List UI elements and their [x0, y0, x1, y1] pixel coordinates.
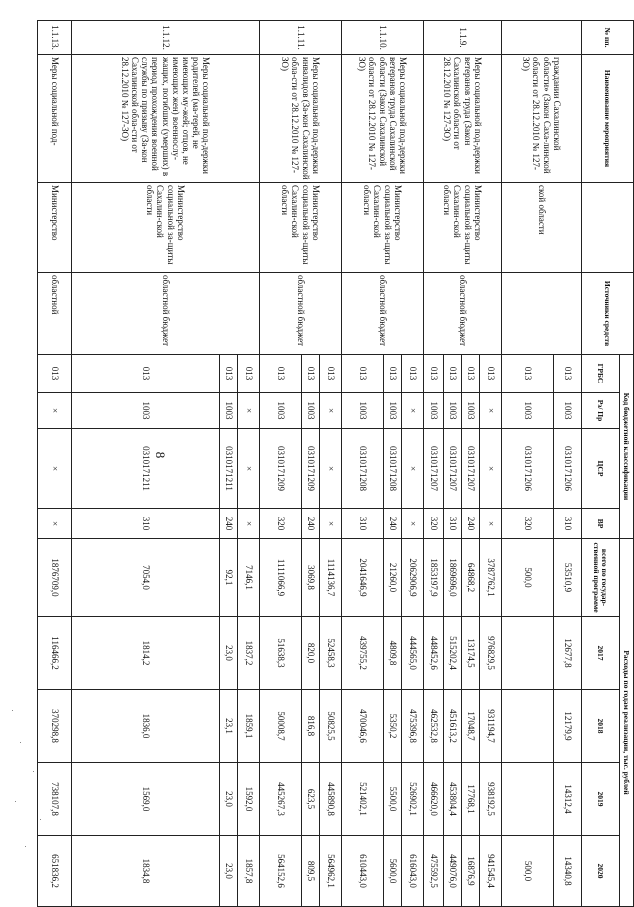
cell-2019: 445267,3: [260, 763, 302, 836]
cell-csr: 0310171211: [72, 429, 220, 509]
cell-total: 7146,1: [238, 539, 260, 617]
cell-grbs: 013: [220, 355, 238, 393]
cell-total: 92,1: [220, 539, 238, 617]
cell-grbs: 013: [260, 355, 302, 393]
cell-rzpr: ×: [238, 393, 260, 429]
cell-csr: 0310171207: [444, 429, 462, 509]
cell-2020: 1834,8: [72, 836, 220, 907]
cell-2019: [502, 763, 554, 836]
header-vr: ВР: [582, 509, 620, 539]
cell-total: 3787762,1: [480, 539, 502, 617]
cell-grbs: 013: [502, 355, 554, 393]
row-executor: ской области: [502, 183, 582, 273]
cell-grbs: 013: [72, 355, 220, 393]
row-source: областной бюджет: [72, 273, 260, 355]
cell-2020: 809,5: [302, 836, 320, 907]
cell-2020: 564152,6: [260, 836, 302, 907]
cell-csr: 0310171209: [302, 429, 320, 509]
cell-2020: 14340,8: [554, 836, 582, 907]
cell-2020: 1857,8: [238, 836, 260, 907]
cell-vr: ×: [238, 509, 260, 539]
cell-rzpr: ×: [480, 393, 502, 429]
header-name: Наименование мероприятия: [582, 55, 634, 183]
page-number: 8: [153, 451, 168, 459]
cell-vr: 310: [72, 509, 220, 539]
row-number: 1.1.9.: [424, 21, 502, 55]
cell-total: 1114136,7: [320, 539, 342, 617]
row-name: Меры социальной под-держки родителей (ма-терей, не имеющих му-жей; отцов, не имеющих жен) военнослу-жащих, погибших (умерших) в период прохождения военной службы по призыву (За-кон Сахалинской обла-сти от 28.12.2010 № 127-ЗО): [72, 55, 260, 183]
row-executor: Министерство социальной за-щиты Сахалин-ской области: [72, 183, 260, 273]
cell-total: 7054,0: [72, 539, 220, 617]
cell-grbs: 013: [444, 355, 462, 393]
row-number: [502, 21, 582, 55]
cell-2018: 475396,8: [402, 690, 424, 763]
cell-2017: 515202,4: [444, 617, 462, 690]
cell-2019: 466620,0: [424, 763, 444, 836]
cell-2017: 51638,3: [260, 617, 302, 690]
cell-2017: 439755,2: [342, 617, 384, 690]
table-row: [38, 21, 72, 907]
cell-2018: 1859,1: [238, 690, 260, 763]
cell-2018: 50825,5: [320, 690, 342, 763]
cell-rzpr: 1003: [302, 393, 320, 429]
table-body: [38, 21, 582, 907]
header-grbs: ГРБС: [582, 355, 620, 393]
row-executor: Министерство: [38, 183, 72, 273]
cell-2018: 23,1: [220, 690, 238, 763]
cell-vr: ×: [480, 509, 502, 539]
cell-vr: ×: [38, 509, 72, 539]
cell-2018: 451613,2: [444, 690, 462, 763]
cell-grbs: 013: [480, 355, 502, 393]
cell-total: 1111066,9: [260, 539, 302, 617]
cell-2018: [502, 690, 554, 763]
cell-rzpr: 1003: [424, 393, 444, 429]
cell-csr: 0310171207: [424, 429, 444, 509]
cell-2017: 52458,3: [320, 617, 342, 690]
cell-vr: 240: [220, 509, 238, 539]
cell-2020: 5600,0: [384, 836, 402, 907]
cell-2020: 610443,0: [342, 836, 384, 907]
cell-vr: 310: [554, 509, 582, 539]
cell-vr: 240: [384, 509, 402, 539]
cell-total: 2041646,9: [342, 539, 384, 617]
cell-rzpr: 1003: [444, 393, 462, 429]
row-executor: Министерство социальной за-щиты Сахалин-ской области: [424, 183, 502, 273]
scan-speck: [20, 742, 21, 743]
header-csr: ЦСР: [582, 429, 620, 509]
header-year-2018: 2018: [582, 690, 620, 763]
row-name: граждании Сахалинской области» (Закон Саха-линской области от 28.12.2010 № 127-ЗО): [502, 55, 582, 183]
cell-total: 500,0: [502, 539, 554, 617]
cell-2019: 521402,1: [342, 763, 384, 836]
cell-rzpr: 1003: [554, 393, 582, 429]
cell-2019: 23,0: [220, 763, 238, 836]
cell-2017: [502, 617, 554, 690]
cell-total: 3069,8: [302, 539, 320, 617]
cell-2019: 623,5: [302, 763, 320, 836]
cell-csr: 0310171209: [260, 429, 302, 509]
cell-2020: 616043,0: [402, 836, 424, 907]
cell-vr: 240: [462, 509, 480, 539]
cell-csr: ×: [480, 429, 502, 509]
cell-2018: 931194,7: [480, 690, 502, 763]
cell-grbs: 013: [302, 355, 320, 393]
cell-total: 21260,0: [384, 539, 402, 617]
cell-total: 1869696,0: [444, 539, 462, 617]
row-executor: Министерство социальной за-щиты Сахалин-ской области: [260, 183, 342, 273]
cell-2019: 526902,1: [402, 763, 424, 836]
scan-speck: [33, 771, 34, 772]
table-row: [320, 21, 342, 907]
cell-2018: 470046,6: [342, 690, 384, 763]
cell-2019: 938192,5: [480, 763, 502, 836]
table-row: [554, 21, 582, 907]
header-total: всего по государ-ственной программе: [582, 539, 620, 617]
cell-csr: 0310171208: [384, 429, 402, 509]
cell-vr: 320: [424, 509, 444, 539]
row-source: областной: [38, 273, 72, 355]
cell-grbs: 013: [38, 355, 72, 393]
cell-csr: 0310171206: [554, 429, 582, 509]
row-name: Меры социальной под-держки ветеранов труда (Закон Сахалинской области от 28.12.2010 № 127-ЗО): [424, 55, 502, 183]
row-executor: Министерство социальной за-щиты Сахалин-ской области: [342, 183, 424, 273]
cell-2017: 116466,2: [38, 617, 72, 690]
cell-2018: 17048,7: [462, 690, 480, 763]
cell-rzpr: ×: [402, 393, 424, 429]
cell-total: 53510,9: [554, 539, 582, 617]
cell-vr: 240: [302, 509, 320, 539]
cell-rzpr: 1003: [220, 393, 238, 429]
cell-grbs: 013: [238, 355, 260, 393]
cell-total: 1853197,9: [424, 539, 444, 617]
cell-total: 1876709,0: [38, 539, 72, 617]
cell-2017: 4809,8: [384, 617, 402, 690]
cell-vr: ×: [320, 509, 342, 539]
header-year-2020: 2020: [582, 836, 620, 907]
cell-csr: 0310171211: [220, 429, 238, 509]
header-source: Источники средств: [582, 273, 634, 355]
scan-speck: [15, 801, 16, 802]
cell-csr: ×: [38, 429, 72, 509]
cell-rzpr: 1003: [342, 393, 384, 429]
cell-grbs: 013: [402, 355, 424, 393]
budget-table: [37, 20, 634, 907]
cell-2017: 1814,2: [72, 617, 220, 690]
row-source: областной бюджет: [260, 273, 342, 355]
cell-vr: 320: [260, 509, 302, 539]
cell-2020: 449076,0: [444, 836, 462, 907]
table-row: [402, 21, 424, 907]
cell-2018: 1836,0: [72, 690, 220, 763]
cell-2020: 564962,1: [320, 836, 342, 907]
row-number: 1.1.12.: [72, 21, 260, 55]
cell-rzpr: 1003: [72, 393, 220, 429]
cell-total: 64868,2: [462, 539, 480, 617]
cell-rzpr: ×: [320, 393, 342, 429]
cell-2017: 444565,0: [402, 617, 424, 690]
cell-2020: 16876,9: [462, 836, 480, 907]
table-row: [480, 21, 502, 907]
header-rzpr: Рз/ Пр: [582, 393, 620, 429]
scan-speck: [12, 710, 13, 711]
row-name: Меры социальной под-держки инвалидов (За-кон Сахалинской обла-сти от 28.12.2010 № 127-ЗО): [260, 55, 342, 183]
row-source: [502, 273, 582, 355]
cell-2020: 475592,5: [424, 836, 444, 907]
header-no: № пп.: [582, 21, 634, 55]
cell-2017: 13174,5: [462, 617, 480, 690]
cell-rzpr: 1003: [462, 393, 480, 429]
cell-2019: 5500,0: [384, 763, 402, 836]
cell-grbs: 013: [384, 355, 402, 393]
cell-2018: 462532,8: [424, 690, 444, 763]
scan-speck: [25, 846, 26, 847]
cell-2017: 976829,5: [480, 617, 502, 690]
header-year-2017: 2017: [582, 617, 620, 690]
header-executor: [582, 183, 634, 273]
cell-grbs: 013: [342, 355, 384, 393]
cell-2019: 1569,0: [72, 763, 220, 836]
cell-vr: 320: [502, 509, 554, 539]
cell-2018: 370298,8: [38, 690, 72, 763]
header-year-2019: 2019: [582, 763, 620, 836]
cell-rzpr: ×: [38, 393, 72, 429]
rotated-table-wrapper: [49, 20, 634, 906]
cell-grbs: 013: [462, 355, 480, 393]
cell-2019: 453804,4: [444, 763, 462, 836]
cell-2018: 816,8: [302, 690, 320, 763]
cell-rzpr: 1003: [502, 393, 554, 429]
row-name: Меры социальной под-: [38, 55, 72, 183]
header-code-group: Код бюджетной классификации: [620, 355, 634, 539]
cell-rzpr: 1003: [260, 393, 302, 429]
cell-2017: 820,0: [302, 617, 320, 690]
cell-2017: 12677,8: [554, 617, 582, 690]
row-number: 1.1.11.: [260, 21, 342, 55]
table-row: [238, 21, 260, 907]
row-number: 1.1.10.: [342, 21, 424, 55]
cell-grbs: 013: [554, 355, 582, 393]
cell-2020: 651836,2: [38, 836, 72, 907]
cell-2018: 12179,9: [554, 690, 582, 763]
row-number: 1.1.13.: [38, 21, 72, 55]
row-source: областной бюджет: [424, 273, 502, 355]
cell-2019: 738107,8: [38, 763, 72, 836]
cell-2020: 500,0: [502, 836, 554, 907]
cell-vr: ×: [402, 509, 424, 539]
cell-2019: 14312,4: [554, 763, 582, 836]
cell-2018: 50008,7: [260, 690, 302, 763]
cell-grbs: 013: [320, 355, 342, 393]
cell-rzpr: 1003: [384, 393, 402, 429]
cell-2020: 23,0: [220, 836, 238, 907]
header-expenses-group: Расходы по годам реализации, тыс. рублей: [620, 539, 634, 907]
cell-csr: ×: [320, 429, 342, 509]
cell-total: 2062906,9: [402, 539, 424, 617]
cell-csr: 0310171208: [342, 429, 384, 509]
cell-vr: 310: [444, 509, 462, 539]
cell-2019: 445890,8: [320, 763, 342, 836]
cell-csr: 0310171207: [462, 429, 480, 509]
cell-2017: 448452,6: [424, 617, 444, 690]
row-name: Меры социальной под-держки ветеранов труда Сахалинской области (Закон Сахалинской области от 28.12.2010 № 127-ЗО): [342, 55, 424, 183]
cell-2017: 23,0: [220, 617, 238, 690]
cell-csr: ×: [238, 429, 260, 509]
row-source: областной бюджет: [342, 273, 424, 355]
cell-csr: ×: [402, 429, 424, 509]
cell-2019: 1592,0: [238, 763, 260, 836]
cell-2017: 1837,2: [238, 617, 260, 690]
cell-grbs: 013: [424, 355, 444, 393]
cell-2019: 17768,1: [462, 763, 480, 836]
cell-2020: 941545,4: [480, 836, 502, 907]
cell-2018: 5350,2: [384, 690, 402, 763]
cell-vr: 310: [342, 509, 384, 539]
cell-csr: 0310171206: [502, 429, 554, 509]
